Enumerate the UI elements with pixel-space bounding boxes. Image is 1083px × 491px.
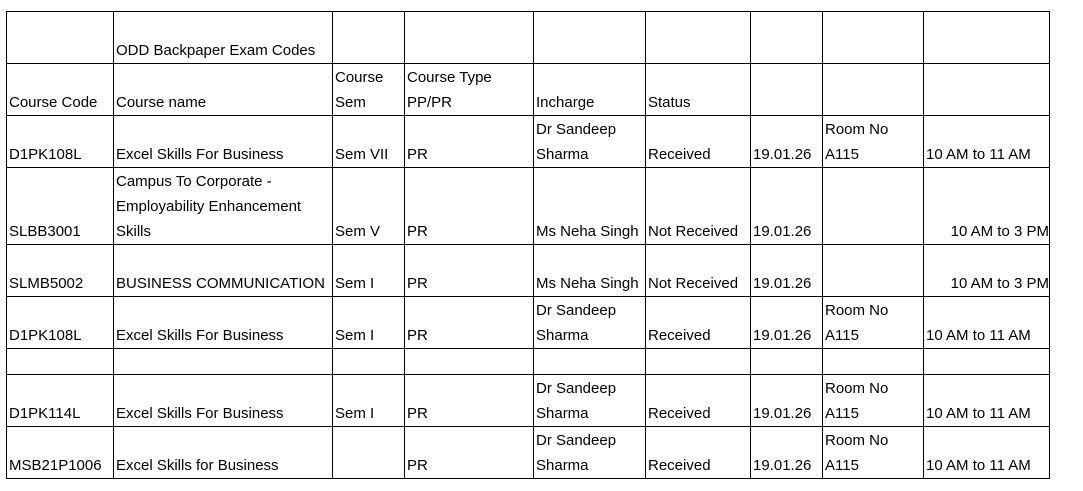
exam-codes-table: [6, 11, 1050, 479]
incharge-cell: Ms Neha Singh: [534, 168, 646, 245]
incharge-cell: Dr Sandeep Sharma: [534, 116, 646, 168]
status-cell: Received: [646, 427, 751, 479]
incharge-cell: Dr Sandeep Sharma: [534, 297, 646, 349]
course-sem-cell: Sem V: [333, 168, 405, 245]
incharge-cell: Dr Sandeep Sharma: [534, 427, 646, 479]
cell: [924, 12, 1050, 64]
cell: [534, 12, 646, 64]
course-type-cell: PR: [405, 116, 534, 168]
course-sem-cell: Sem I: [333, 297, 405, 349]
cell: [333, 12, 405, 64]
cell: [751, 349, 823, 375]
room-cell: Room No A115: [823, 116, 924, 168]
course-type-cell: PR: [405, 375, 534, 427]
time-cell: 10 AM to 3 PM: [924, 168, 1050, 245]
status-cell: Received: [646, 116, 751, 168]
cell: [333, 349, 405, 375]
title-row: [7, 12, 1050, 64]
room-cell: Room No A115: [823, 375, 924, 427]
cell: [646, 349, 751, 375]
header-row: [7, 64, 1050, 116]
course-type-cell: PR: [405, 168, 534, 245]
cell: [823, 349, 924, 375]
header-course-code: Course Code: [7, 64, 114, 116]
course-type-cell: PR: [405, 245, 534, 297]
header-date: [751, 64, 823, 116]
incharge-cell: Dr Sandeep Sharma: [534, 375, 646, 427]
course-name-cell: BUSINESS COMMUNICATION: [114, 245, 333, 297]
status-cell: Not Received: [646, 168, 751, 245]
course-name-cell: Excel Skills For Business: [114, 375, 333, 427]
empty-row: [7, 349, 1050, 375]
time-cell: 10 AM to 11 AM: [924, 116, 1050, 168]
table-row: [7, 116, 1050, 168]
table-row: [7, 375, 1050, 427]
header-course-type: Course Type PP/PR: [405, 64, 534, 116]
table-row: [7, 427, 1050, 479]
time-cell: 10 AM to 11 AM: [924, 297, 1050, 349]
status-cell: Received: [646, 375, 751, 427]
header-incharge: Incharge: [534, 64, 646, 116]
course-type-cell: PR: [405, 297, 534, 349]
header-time: [924, 64, 1050, 116]
header-course-sem: Course Sem: [333, 64, 405, 116]
course-sem-cell: Sem I: [333, 375, 405, 427]
course-code-cell: SLBB3001: [7, 168, 114, 245]
course-code-cell: D1PK114L: [7, 375, 114, 427]
incharge-cell: Ms Neha Singh: [534, 245, 646, 297]
room-cell: Room No A115: [823, 297, 924, 349]
date-cell: 19.01.26: [751, 168, 823, 245]
cell: [924, 349, 1050, 375]
room-cell: [823, 245, 924, 297]
cell: [823, 12, 924, 64]
header-course-name: Course name: [114, 64, 333, 116]
time-cell: 10 AM to 11 AM: [924, 375, 1050, 427]
date-cell: 19.01.26: [751, 427, 823, 479]
course-code-cell: SLMB5002: [7, 245, 114, 297]
course-code-cell: D1PK108L: [7, 297, 114, 349]
table-row: [7, 297, 1050, 349]
room-cell: Room No A115: [823, 427, 924, 479]
course-code-cell: D1PK108L: [7, 116, 114, 168]
header-room: [823, 64, 924, 116]
cell: [405, 349, 534, 375]
cell: [405, 12, 534, 64]
cell: [7, 349, 114, 375]
course-code-cell: MSB21P1006: [7, 427, 114, 479]
date-cell: 19.01.26: [751, 245, 823, 297]
table-row: [7, 168, 1050, 245]
date-cell: 19.01.26: [751, 116, 823, 168]
status-cell: Received: [646, 297, 751, 349]
course-name-cell: Excel Skills for Business: [114, 427, 333, 479]
course-sem-cell: [333, 427, 405, 479]
table-title: ODD Backpaper Exam Codes: [114, 12, 333, 64]
cell: [646, 12, 751, 64]
course-name-cell: Excel Skills For Business: [114, 297, 333, 349]
room-cell: [823, 168, 924, 245]
date-cell: 19.01.26: [751, 375, 823, 427]
course-sem-cell: Sem I: [333, 245, 405, 297]
course-type-cell: PR: [405, 427, 534, 479]
course-name-cell: Excel Skills For Business: [114, 116, 333, 168]
cell: [534, 349, 646, 375]
date-cell: 19.01.26: [751, 297, 823, 349]
time-cell: 10 AM to 11 AM: [924, 427, 1050, 479]
cell: [7, 12, 114, 64]
header-status: Status: [646, 64, 751, 116]
table-row: [7, 245, 1050, 297]
cell: [114, 349, 333, 375]
course-sem-cell: Sem VII: [333, 116, 405, 168]
cell: [751, 12, 823, 64]
time-cell: 10 AM to 3 PM: [924, 245, 1050, 297]
course-name-cell: Campus To Corporate - Employability Enhancement Skills: [114, 168, 333, 245]
status-cell: Not Received: [646, 245, 751, 297]
